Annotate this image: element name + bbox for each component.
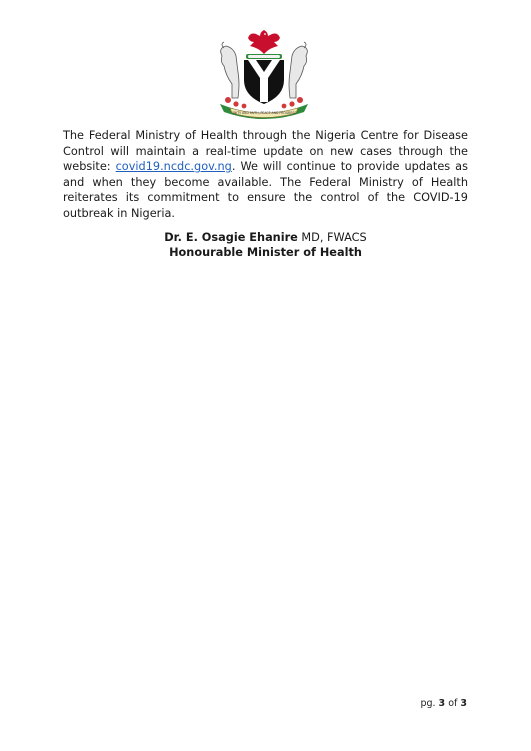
page-number-of: of — [445, 698, 461, 709]
signatory-name: Dr. E. Osagie Ehanire — [164, 231, 298, 244]
page-number-total: 3 — [460, 698, 467, 709]
signatory-line — [0, 230, 531, 245]
signature-block — [0, 230, 531, 260]
svg-text:UNITY AND FAITH, PEACE AND PRO: UNITY AND FAITH, PEACE AND PROGRESS — [231, 111, 297, 115]
body-text-after-link: . We will continue to provide updates as and when they become available. The Federal Ministry of Health reiterates its commitment to ensure the control of the COVID-19 outbreak in Nigeria. — [63, 160, 468, 220]
ncdc-website-link[interactable]: covid19.ncdc.gov.ng — [115, 160, 232, 174]
page-number — [420, 698, 467, 709]
page-number-prefix: pg. — [420, 698, 439, 709]
signatory-title: Honourable Minister of Health — [169, 246, 362, 259]
nigeria-coat-of-arms-icon — [208, 26, 320, 120]
body-paragraph — [63, 128, 468, 222]
signatory-credentials: MD, FWACS — [297, 231, 367, 244]
body-text-before-link: The Federal Ministry of Health through the Nigeria Centre for Disease Control will maintain a real-time update on new cases through the website: — [63, 129, 468, 174]
page-number-current: 3 — [438, 698, 446, 709]
